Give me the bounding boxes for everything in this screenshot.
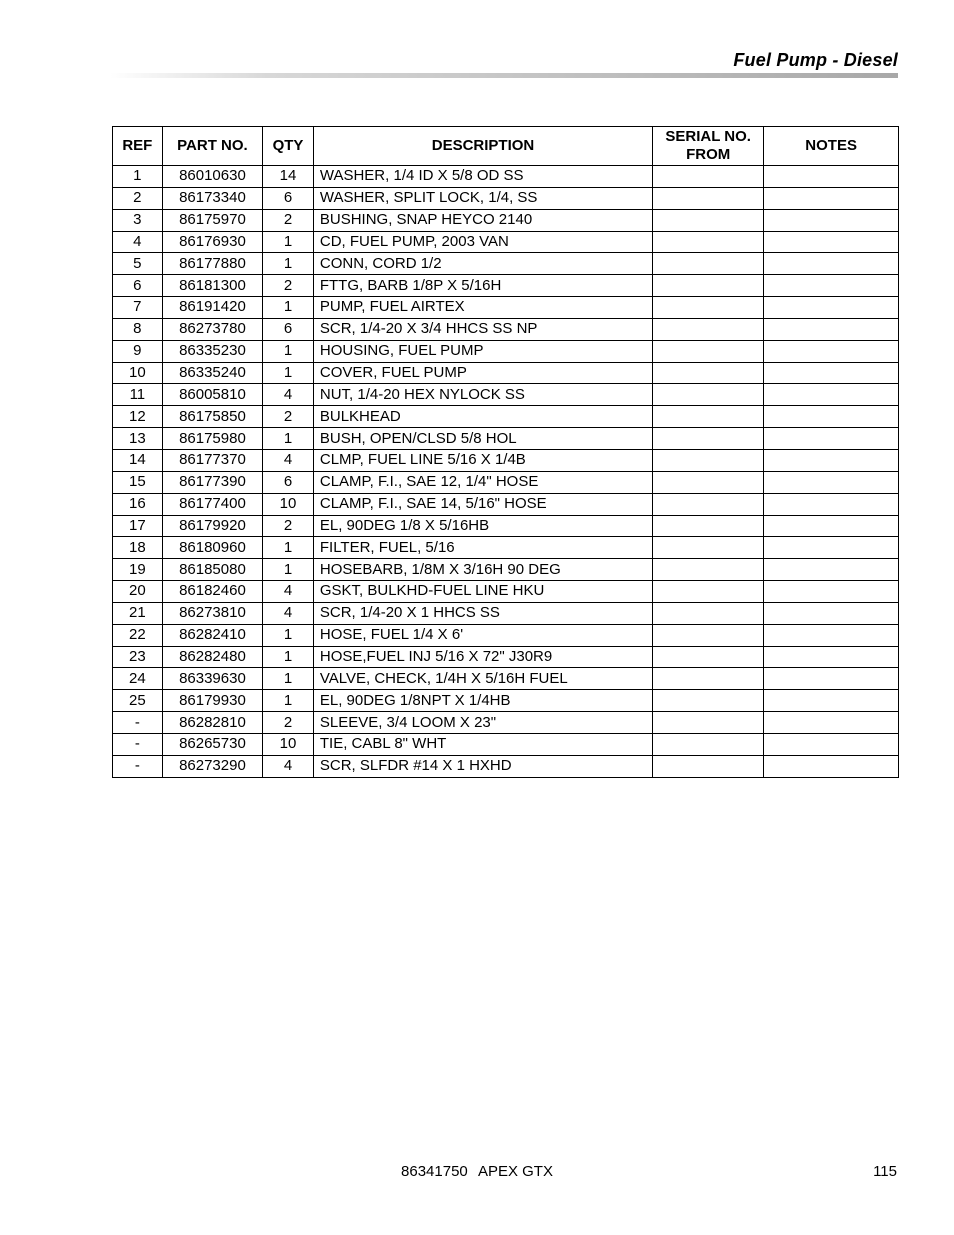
table-row (113, 559, 899, 581)
cell-serial-no (653, 668, 764, 690)
cell-part-no: 86176930 (162, 231, 262, 253)
cell-ref: 23 (113, 646, 163, 668)
cell-ref: 18 (113, 537, 163, 559)
table-row (113, 602, 899, 624)
cell-part-no: 86282810 (162, 712, 262, 734)
cell-description: BULKHEAD (313, 406, 652, 428)
cell-ref: 10 (113, 362, 163, 384)
table-row (113, 755, 899, 777)
cell-qty: 4 (263, 602, 314, 624)
cell-description: HOSE, FUEL 1/4 X 6' (313, 624, 652, 646)
cell-qty: 1 (263, 624, 314, 646)
cell-part-no: 86191420 (162, 297, 262, 319)
column-header-notes: NOTES (764, 127, 899, 166)
table-row (113, 646, 899, 668)
cell-qty: 10 (263, 733, 314, 755)
cell-description: EL, 90DEG 1/8NPT X 1/4HB (313, 690, 652, 712)
cell-qty: 1 (263, 537, 314, 559)
cell-serial-no (653, 559, 764, 581)
table-row (113, 493, 899, 515)
column-header-description: DESCRIPTION (313, 127, 652, 166)
serial-header-line1: SERIAL NO. (665, 128, 751, 145)
cell-serial-no (653, 318, 764, 340)
cell-qty: 2 (263, 275, 314, 297)
cell-ref: 25 (113, 690, 163, 712)
cell-serial-no (653, 755, 764, 777)
cell-notes (764, 733, 899, 755)
cell-notes (764, 581, 899, 603)
table-row (113, 515, 899, 537)
page-title: Fuel Pump - Diesel (733, 50, 898, 70)
cell-serial-no (653, 602, 764, 624)
table-row (113, 690, 899, 712)
table-row (113, 537, 899, 559)
cell-qty: 2 (263, 515, 314, 537)
cell-qty: 1 (263, 297, 314, 319)
cell-serial-no (653, 624, 764, 646)
cell-notes (764, 559, 899, 581)
serial-header-line2: FROM (686, 146, 731, 163)
cell-serial-no (653, 406, 764, 428)
cell-ref: 2 (113, 187, 163, 209)
cell-description: FILTER, FUEL, 5/16 (313, 537, 652, 559)
table-row (113, 166, 899, 188)
cell-part-no: 86177390 (162, 471, 262, 493)
cell-qty: 1 (263, 231, 314, 253)
cell-ref: 4 (113, 231, 163, 253)
cell-ref: 7 (113, 297, 163, 319)
cell-qty: 1 (263, 428, 314, 450)
cell-serial-no (653, 297, 764, 319)
cell-ref: 6 (113, 275, 163, 297)
cell-description: BUSH, OPEN/CLSD 5/8 HOL (313, 428, 652, 450)
cell-part-no: 86273780 (162, 318, 262, 340)
cell-part-no: 86005810 (162, 384, 262, 406)
cell-part-no: 86177400 (162, 493, 262, 515)
cell-qty: 1 (263, 668, 314, 690)
cell-notes (764, 209, 899, 231)
cell-notes (764, 406, 899, 428)
cell-notes (764, 624, 899, 646)
cell-notes (764, 471, 899, 493)
table-row (113, 406, 899, 428)
cell-qty: 6 (263, 471, 314, 493)
cell-qty: 14 (263, 166, 314, 188)
table-row (113, 362, 899, 384)
cell-serial-no (653, 275, 764, 297)
cell-serial-no (653, 581, 764, 603)
cell-serial-no (653, 537, 764, 559)
cell-part-no: 86175850 (162, 406, 262, 428)
table-row (113, 384, 899, 406)
cell-part-no: 86177370 (162, 449, 262, 471)
cell-notes (764, 690, 899, 712)
cell-part-no: 86182460 (162, 581, 262, 603)
cell-description: WASHER, SPLIT LOCK, 1/4, SS (313, 187, 652, 209)
column-header-serial-no (653, 127, 764, 166)
cell-serial-no (653, 362, 764, 384)
cell-part-no: 86185080 (162, 559, 262, 581)
cell-ref: 12 (113, 406, 163, 428)
cell-notes (764, 340, 899, 362)
cell-qty: 1 (263, 362, 314, 384)
cell-ref: 5 (113, 253, 163, 275)
cell-part-no: 86339630 (162, 668, 262, 690)
cell-description: SCR, 1/4-20 X 1 HHCS SS (313, 602, 652, 624)
cell-notes (764, 297, 899, 319)
cell-description: TIE, CABL 8" WHT (313, 733, 652, 755)
parts-table (112, 126, 899, 778)
table-row (113, 275, 899, 297)
cell-description: HOSEBARB, 1/8M X 3/16H 90 DEG (313, 559, 652, 581)
cell-description: CLAMP, F.I., SAE 14, 5/16" HOSE (313, 493, 652, 515)
cell-qty: 1 (263, 646, 314, 668)
cell-qty: 1 (263, 340, 314, 362)
table-row (113, 624, 899, 646)
column-header-qty: QTY (263, 127, 314, 166)
cell-ref: 15 (113, 471, 163, 493)
cell-part-no: 86173340 (162, 187, 262, 209)
parts-table-body (113, 166, 899, 778)
cell-part-no: 86282480 (162, 646, 262, 668)
cell-ref: 16 (113, 493, 163, 515)
cell-qty: 1 (263, 690, 314, 712)
cell-notes (764, 362, 899, 384)
cell-notes (764, 231, 899, 253)
cell-description: CLAMP, F.I., SAE 12, 1/4" HOSE (313, 471, 652, 493)
table-row (113, 209, 899, 231)
table-row (113, 318, 899, 340)
cell-serial-no (653, 690, 764, 712)
cell-part-no: 86282410 (162, 624, 262, 646)
cell-notes (764, 602, 899, 624)
table-header-row (113, 127, 899, 166)
cell-description: SCR, SLFDR #14 X 1 HXHD (313, 755, 652, 777)
cell-part-no: 86265730 (162, 733, 262, 755)
cell-ref: - (113, 733, 163, 755)
table-row (113, 253, 899, 275)
cell-qty: 4 (263, 755, 314, 777)
cell-ref: - (113, 755, 163, 777)
cell-ref: 19 (113, 559, 163, 581)
cell-serial-no (653, 449, 764, 471)
cell-part-no: 86175980 (162, 428, 262, 450)
cell-notes (764, 253, 899, 275)
cell-notes (764, 515, 899, 537)
cell-notes (764, 668, 899, 690)
cell-serial-no (653, 231, 764, 253)
header-rule (110, 73, 898, 78)
cell-qty: 6 (263, 187, 314, 209)
cell-qty: 4 (263, 581, 314, 603)
cell-ref: 14 (113, 449, 163, 471)
cell-serial-no (653, 471, 764, 493)
table-row (113, 449, 899, 471)
cell-part-no: 86273810 (162, 602, 262, 624)
table-row (113, 297, 899, 319)
cell-serial-no (653, 428, 764, 450)
cell-description: BUSHING, SNAP HEYCO 2140 (313, 209, 652, 231)
cell-part-no: 86180960 (162, 537, 262, 559)
cell-qty: 10 (263, 493, 314, 515)
cell-serial-no (653, 733, 764, 755)
cell-qty: 2 (263, 712, 314, 734)
cell-description: WASHER, 1/4 ID X 5/8 OD SS (313, 166, 652, 188)
cell-ref: 9 (113, 340, 163, 362)
cell-part-no: 86181300 (162, 275, 262, 297)
cell-part-no: 86179930 (162, 690, 262, 712)
cell-qty: 4 (263, 384, 314, 406)
cell-qty: 1 (263, 559, 314, 581)
cell-ref: 13 (113, 428, 163, 450)
cell-ref: 3 (113, 209, 163, 231)
cell-description: CLMP, FUEL LINE 5/16 X 1/4B (313, 449, 652, 471)
cell-ref: 20 (113, 581, 163, 603)
cell-ref: 21 (113, 602, 163, 624)
cell-part-no: 86335230 (162, 340, 262, 362)
cell-notes (764, 384, 899, 406)
table-row (113, 471, 899, 493)
footer-model: APEX GTX (477, 1163, 553, 1180)
cell-part-no: 86273290 (162, 755, 262, 777)
cell-description: CONN, CORD 1/2 (313, 253, 652, 275)
cell-qty: 6 (263, 318, 314, 340)
cell-description: SCR, 1/4-20 X 3/4 HHCS SS NP (313, 318, 652, 340)
cell-notes (764, 318, 899, 340)
cell-part-no: 86335240 (162, 362, 262, 384)
cell-serial-no (653, 384, 764, 406)
cell-part-no: 86177880 (162, 253, 262, 275)
cell-description: GSKT, BULKHD-FUEL LINE HKU (313, 581, 652, 603)
cell-description: NUT, 1/4-20 HEX NYLOCK SS (313, 384, 652, 406)
cell-serial-no (653, 253, 764, 275)
cell-notes (764, 275, 899, 297)
cell-ref: 8 (113, 318, 163, 340)
cell-description: PUMP, FUEL AIRTEX (313, 297, 652, 319)
cell-ref: 1 (113, 166, 163, 188)
cell-description: CD, FUEL PUMP, 2003 VAN (313, 231, 652, 253)
cell-notes (764, 166, 899, 188)
cell-qty: 4 (263, 449, 314, 471)
table-row (113, 581, 899, 603)
cell-serial-no (653, 209, 764, 231)
cell-serial-no (653, 712, 764, 734)
cell-serial-no (653, 493, 764, 515)
cell-qty: 2 (263, 406, 314, 428)
table-row (113, 733, 899, 755)
footer-doc-info (0, 1163, 954, 1180)
table-row (113, 231, 899, 253)
cell-ref: - (113, 712, 163, 734)
cell-notes (764, 755, 899, 777)
cell-ref: 22 (113, 624, 163, 646)
cell-serial-no (653, 340, 764, 362)
table-row (113, 712, 899, 734)
cell-notes (764, 646, 899, 668)
cell-serial-no (653, 515, 764, 537)
cell-description: HOSE,FUEL INJ 5/16 X 72" J30R9 (313, 646, 652, 668)
cell-qty: 2 (263, 209, 314, 231)
cell-serial-no (653, 166, 764, 188)
cell-description: FTTG, BARB 1/8P X 5/16H (313, 275, 652, 297)
cell-part-no: 86175970 (162, 209, 262, 231)
cell-description: VALVE, CHECK, 1/4H X 5/16H FUEL (313, 668, 652, 690)
cell-part-no: 86010630 (162, 166, 262, 188)
cell-ref: 17 (113, 515, 163, 537)
cell-notes (764, 449, 899, 471)
table-row (113, 668, 899, 690)
cell-description: EL, 90DEG 1/8 X 5/16HB (313, 515, 652, 537)
cell-notes (764, 428, 899, 450)
column-header-ref: REF (113, 127, 163, 166)
cell-ref: 11 (113, 384, 163, 406)
cell-serial-no (653, 646, 764, 668)
table-row (113, 428, 899, 450)
cell-qty: 1 (263, 253, 314, 275)
cell-notes (764, 493, 899, 515)
cell-description: SLEEVE, 3/4 LOOM X 23" (313, 712, 652, 734)
cell-notes (764, 187, 899, 209)
cell-part-no: 86179920 (162, 515, 262, 537)
cell-serial-no (653, 187, 764, 209)
footer-doc-number: 86341750 (401, 1163, 468, 1180)
table-row (113, 340, 899, 362)
cell-description: HOUSING, FUEL PUMP (313, 340, 652, 362)
column-header-part-no: PART NO. (162, 127, 262, 166)
cell-description: COVER, FUEL PUMP (313, 362, 652, 384)
cell-ref: 24 (113, 668, 163, 690)
page-number: 115 (873, 1163, 897, 1180)
cell-notes (764, 537, 899, 559)
cell-notes (764, 712, 899, 734)
table-row (113, 187, 899, 209)
